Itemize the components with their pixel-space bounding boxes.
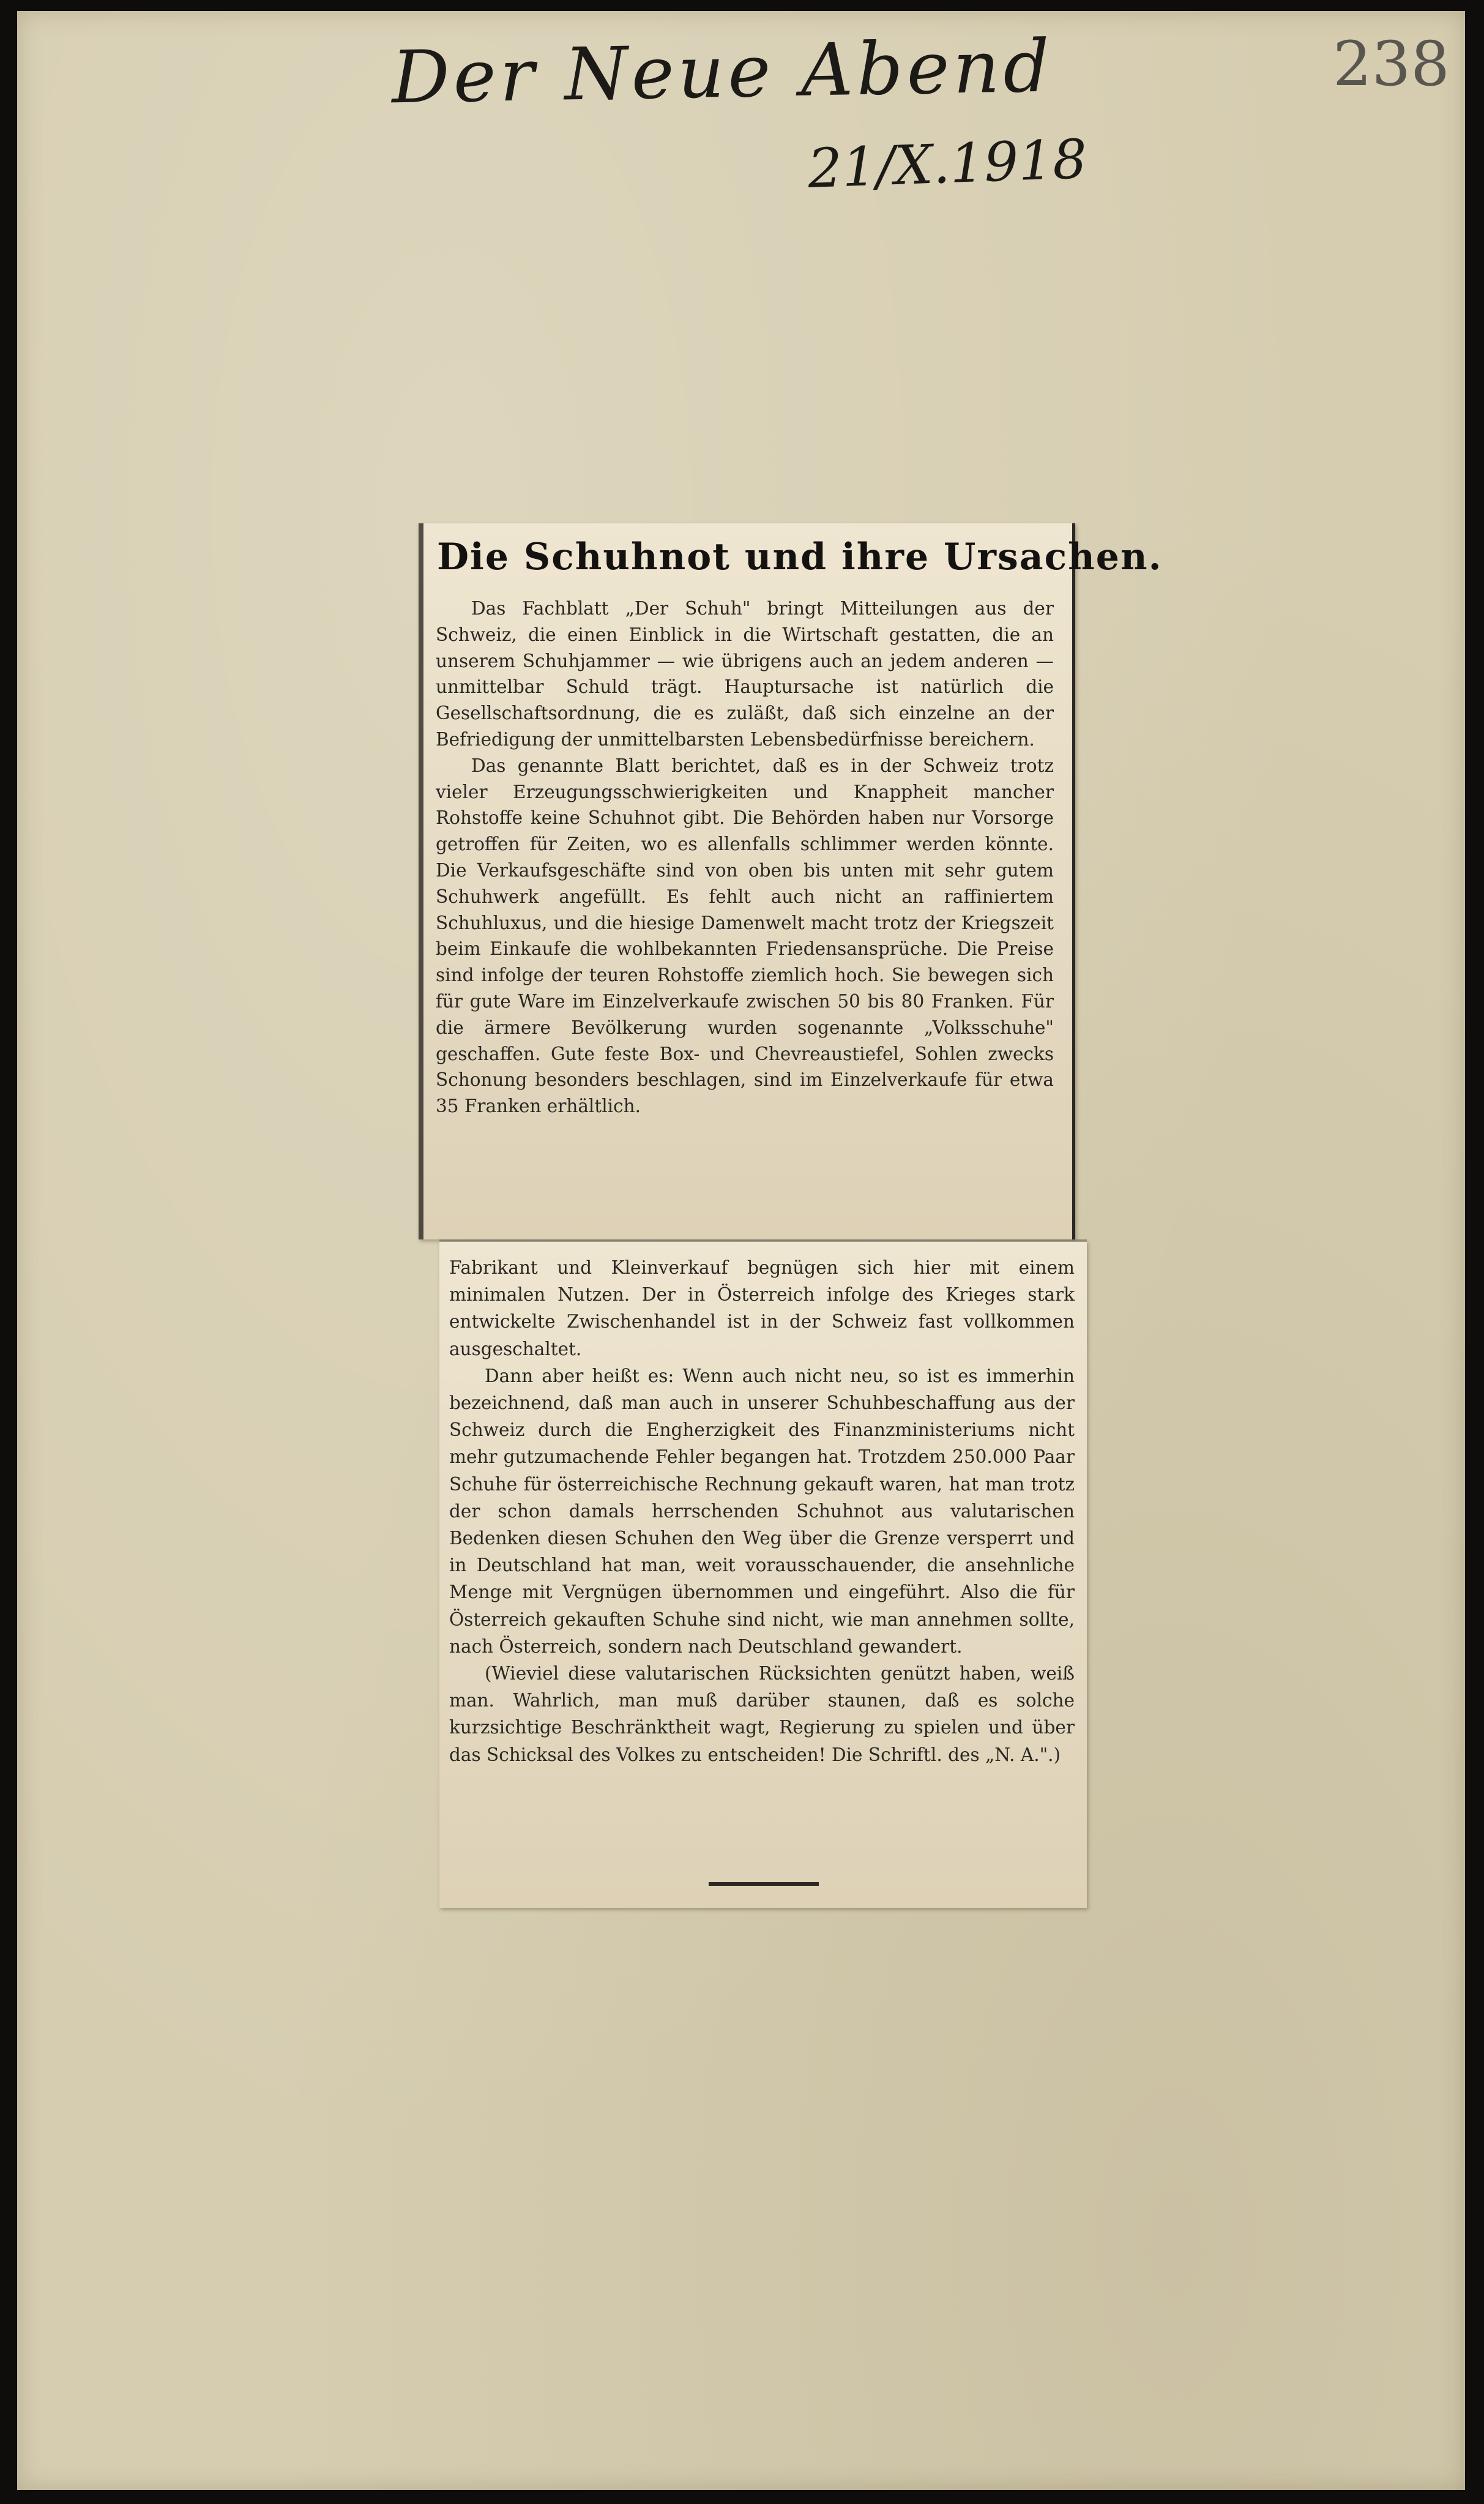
paragraph: Das Fachblatt „Der Schuh" bringt Mitteilungen aus der Schweiz, die einen Einblick in die Wirtschaft gestatten, die an unserem Schuhjammer — wie übrigens auch an jedem anderen — unmittelbar Schuld trägt. Hauptursache ist natürlich die Gesellschaftsordnung, die es zuläßt, daß sich einzelne an der Befriedigung der unmittelbarsten Lebensbedürfnisse bereichern. bbox=[436, 598, 1054, 750]
cut-rule bbox=[439, 1239, 1087, 1242]
end-rule bbox=[709, 1882, 819, 1886]
article-body-part-1 bbox=[436, 596, 1054, 1119]
handwritten-newspaper-name: Der Neue Abend bbox=[390, 23, 1054, 120]
paragraph: Das genannte Blatt berichtet, daß es in der Schweiz trotz vieler Erzeugungsschwierigkeiten und Knappheit mancher Rohstoffe keine Schuhnot gibt. Die Behörden haben nur Vorsorge getroffen für Zeiten, wo es allenfalls schlimmer werden könnte. Die Verkaufsgeschäfte sind von oben bis unten mit sehr gutem Schuhwerk angefüllt. Es fehlt auch nicht an raffiniertem Schuhluxus, und die hiesige Damenwelt macht trotz der Kriegszeit beim Einkaufe die wohlbekannten Friedensansprüche. Die Preise sind infolge der teuren Rohstoffe ziemlich hoch. Sie bewegen sich für gute Ware im Einzelverkaufe zwischen 50 bis 80 Franken. Für die ärmere Bevölkerung wurden sogenannte „Volksschuhe" geschaffen. Gute feste Box- und Chevreaustiefel, Sohlen zwecks Schonung besonders beschlagen, sind im Einzelverkaufe für etwa 35 Franken erhältlich. bbox=[436, 755, 1054, 1117]
newspaper-clipping-part-1 bbox=[419, 523, 1163, 1239]
paragraph: Dann aber heißt es: Wenn auch nicht neu, so ist es immerhin bezeichnend, daß man auch in unserer Schuhbeschaffung aus der Schweiz durch die Engherzigkeit des Finanzministeriums nicht mehr gutzumachende Fehler begangen hat. Trotzdem 250.000 Paar Schuhe für österreichische Rechnung gekauft waren, hat man trotz der schon damals herrschenden Schuhnot aus valutarischen Bedenken diesen Schuhen den Weg über die Grenze versperrt und in Deutschland hat man, weit vorausschauender, die ansehnliche Menge mit Vergnügen übernommen und eingeführt. Also die für Österreich gekauften Schuhe sind nicht, wie man annehmen sollte, nach Österreich, sondern nach Deutschland gewandert. bbox=[449, 1365, 1075, 1657]
column-rule bbox=[419, 523, 423, 1239]
article-headline: Die Schuhnot und ihre Ursachen. bbox=[437, 536, 1163, 578]
paragraph: Fabrikant und Kleinverkauf begnügen sich hier mit einem minimalen Nutzen. Der in Österreich infolge des Krieges stark entwickelte Zwischenhandel ist in der Schweiz fast vollkommen ausgeschaltet. bbox=[449, 1257, 1075, 1359]
article-body-part-2 bbox=[449, 1254, 1075, 1768]
pencil-folio-number: 238 bbox=[1333, 28, 1450, 100]
handwritten-date: 21/X.1918 bbox=[807, 127, 1088, 200]
newspaper-clipping-part-2 bbox=[439, 1241, 1087, 1908]
paragraph: (Wieviel diese valutarischen Rücksichten genützt haben, weiß man. Wahrlich, man muß darüber staunen, daß es solche kurzsichtige Beschränktheit wagt, Regierung zu spielen und über das Schicksal des Volkes zu entscheiden! Die Schriftl. des „N. A.".) bbox=[449, 1663, 1075, 1765]
